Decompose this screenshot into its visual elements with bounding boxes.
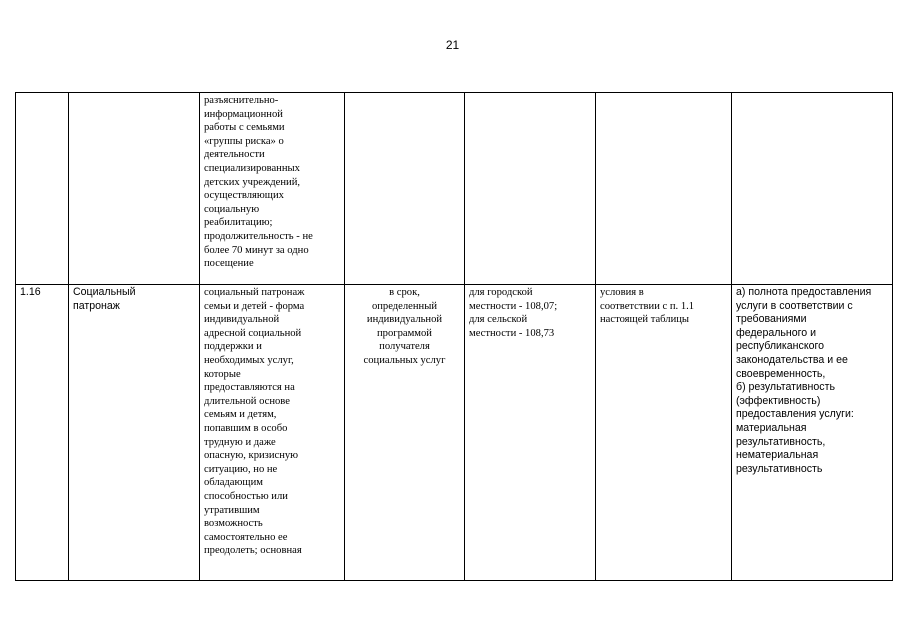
table-row-continued xyxy=(16,93,893,285)
services-table xyxy=(15,92,893,581)
cell-criteria: а) полнота предоставления услуги в соответствии с требованиями федерального и республиканского законодательства и ее своевременность, б) результативность (эффективность) предоставления услуги: материальная результативность, нематериальная результативность xyxy=(732,285,893,581)
cell-criteria-empty xyxy=(732,93,893,285)
page-number: 21 xyxy=(445,38,460,52)
cell-number-empty xyxy=(16,93,69,285)
cell-name-empty xyxy=(69,93,200,285)
cell-description-continued: разъяснительно- информационной работы с семьями «группы риска» о деятельности специализированных детских учреждений, осуществляющих социальную реабилитацию; продолжительность - не более 70 минут за одно посещение xyxy=(200,93,345,285)
cell-number: 1.16 xyxy=(16,285,69,581)
cell-term: в срок, определенный индивидуальной программой получателя социальных услуг xyxy=(345,285,465,581)
cell-description: социальный патронаж семьи и детей - форма индивидуальной адресной социальной поддержки и необходимых услуг, которые предоставляются на длительной основе семьям и детям, попавшим в особо трудную и даже опасную, кризисную ситуацию, но не обладающим способностью или утратившим возможность самостоятельно ее преодолеть; основная xyxy=(200,285,345,581)
cell-tariff: для городской местности - 108,07; для сельской местности - 108,73 xyxy=(465,285,596,581)
table-row-1-16 xyxy=(16,285,893,581)
cell-term-empty xyxy=(345,93,465,285)
cell-conditions: условия в соответствии с п. 1.1 настоящей таблицы xyxy=(596,285,732,581)
cell-tariff-empty xyxy=(465,93,596,285)
cell-service-name: Социальный патронаж xyxy=(69,285,200,581)
cell-conditions-empty xyxy=(596,93,732,285)
